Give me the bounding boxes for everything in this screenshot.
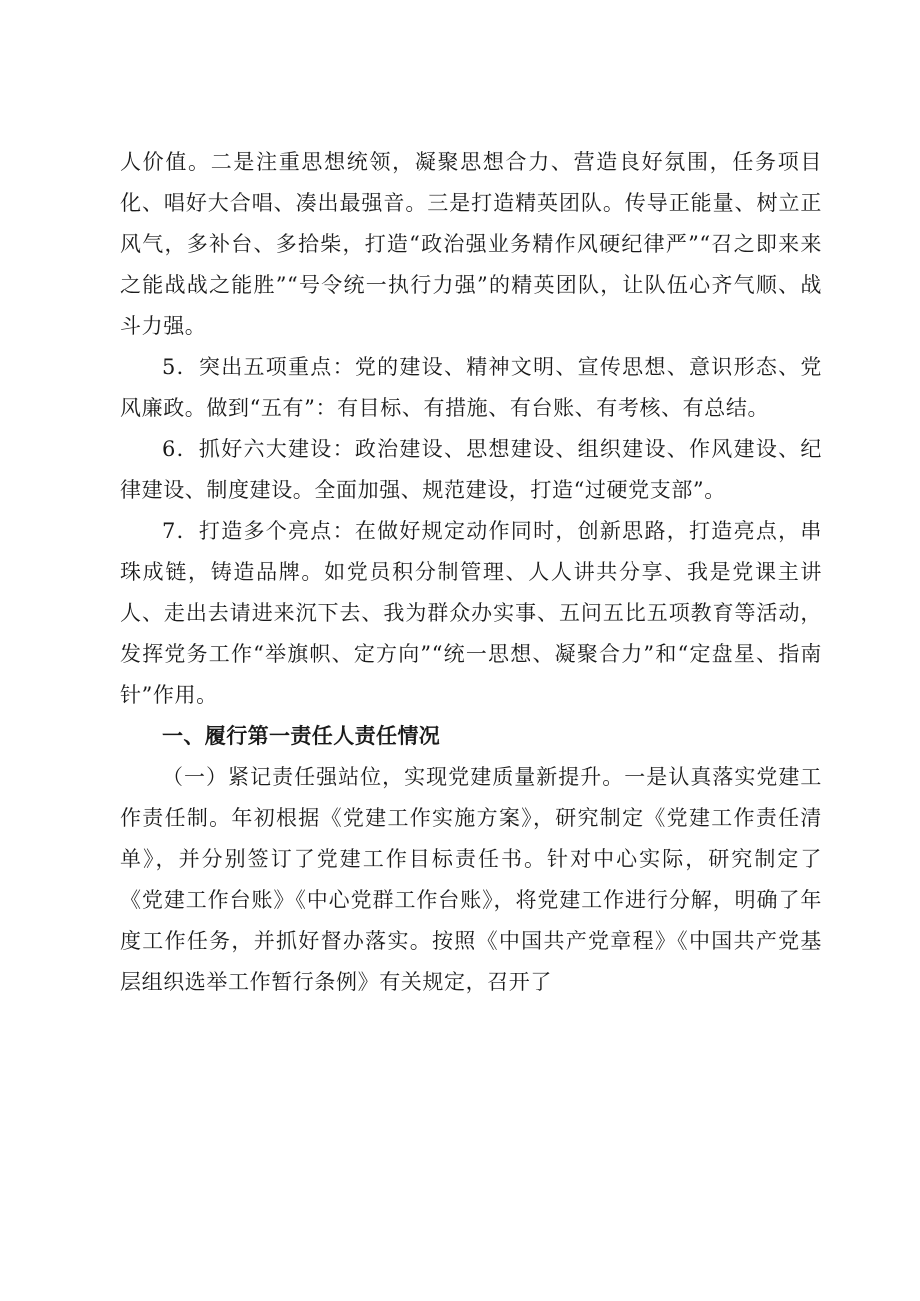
document-page xyxy=(120,142,822,1003)
paragraph-item-6: 6．抓好六大建设：政治建设、思想建设、组织建设、作风建设、纪律建设、制度建设。全面加强、规范建设，打造“过硬党支部”。 xyxy=(120,437,822,502)
paragraph-item-7: 7．打造多个亮点：在做好规定动作同时，创新思路，打造亮点，串珠成链，铸造品牌。如党员积分制管理、人人讲共分享、我是党课主讲人、走出去请进来沉下去、我为群众办实事、五问五比五项教育等活动，发挥党务工作“举旗帜、定方向”“统一思想、凝聚合力”和“定盘星、指南针”作用。 xyxy=(120,519,822,707)
section-heading: 一、履行第一责任人责任情况 xyxy=(162,724,441,748)
paragraph-item-5: 5．突出五项重点：党的建设、精神文明、宣传思想、意识形态、党风廉政。做到“五有”：有目标、有措施、有台账、有考核、有总结。 xyxy=(120,355,822,420)
paragraph-section-1: （一）紧记责任强站位，实现党建质量新提升。一是认真落实党建工作责任制。年初根据《党建工作实施方案》，研究制定《党建工作责任清单》，并分别签订了党建工作目标责任书。针对中心实际，研究制定了《党建工作台账》《中心党群工作台账》，将党建工作进行分解，明确了年度工作任务，并抓好督办落实。按照《中国共产党章程》《中国共产党基层组织选举工作暂行条例》有关规定，召开了 xyxy=(120,765,822,994)
paragraph-continuation: 人价值。二是注重思想统领，凝聚思想合力、营造良好氛围，任务项目化、唱好大合唱、凑出最强音。三是打造精英团队。传导正能量、树立正风气，多补台、多拾柴，打造“政治强业务精作风硬纪律严”“召之即来来之能战战之能胜”“号令统一执行力强”的精英团队，让队伍心齐气顺、战斗力强。 xyxy=(120,150,822,338)
